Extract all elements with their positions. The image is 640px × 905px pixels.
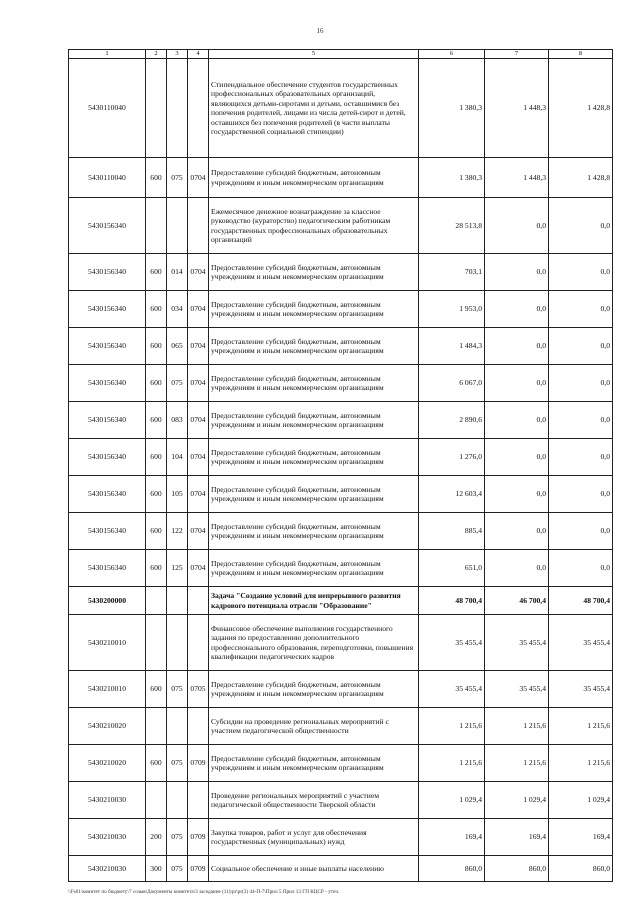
row-value-col8: 0,0 xyxy=(549,513,613,550)
row-admin-code xyxy=(167,782,188,819)
row-section-code: 0704 xyxy=(188,513,209,550)
row-code: 5430210030 xyxy=(69,782,146,819)
row-value-col7: 1 215,6 xyxy=(485,708,549,745)
row-admin-code xyxy=(167,587,188,615)
row-value-col6: 860,0 xyxy=(419,856,485,882)
row-value-col6: 2 890,6 xyxy=(419,402,485,439)
table-row xyxy=(69,819,613,856)
row-expense-type: 600 xyxy=(146,513,167,550)
row-expense-type: 600 xyxy=(146,745,167,782)
table-row xyxy=(69,291,613,328)
row-section-code xyxy=(188,708,209,745)
row-admin-code xyxy=(167,708,188,745)
row-section-code: 0705 xyxy=(188,671,209,708)
row-section-code: 0704 xyxy=(188,476,209,513)
column-number: 5 xyxy=(209,50,419,59)
row-admin-code: 075 xyxy=(167,856,188,882)
row-name: Предоставление субсидий бюджетным, автономным учреждениям и иным некоммерческим организациям xyxy=(209,254,419,291)
row-value-col7: 0,0 xyxy=(485,550,549,587)
footer-file-path: \\Fs01\комитет по бюджету\7 созыв\Документы комитета\3 заседание (11)\pr\pr(3) 44-П-7\Прил 5 Прил 13 ГП КЦСР - уточ. xyxy=(68,889,340,895)
row-name: Предоставление субсидий бюджетным, автономным учреждениям и иным некоммерческим организациям xyxy=(209,513,419,550)
row-value-col8: 1 428,8 xyxy=(549,158,613,198)
row-expense-type: 600 xyxy=(146,476,167,513)
column-number: 4 xyxy=(188,50,209,59)
row-admin-code: 014 xyxy=(167,254,188,291)
row-expense-type: 200 xyxy=(146,819,167,856)
row-name: Предоставление субсидий бюджетным, автономным учреждениям и иным некоммерческим организациям xyxy=(209,158,419,198)
row-code: 5430156340 xyxy=(69,328,146,365)
row-expense-type xyxy=(146,615,167,671)
budget-table xyxy=(68,49,613,882)
row-code: 5430156340 xyxy=(69,439,146,476)
row-expense-type: 600 xyxy=(146,365,167,402)
row-value-col7: 1 448,3 xyxy=(485,59,549,158)
row-value-col8: 0,0 xyxy=(549,328,613,365)
row-code: 5430210010 xyxy=(69,671,146,708)
row-admin-code xyxy=(167,615,188,671)
row-name: Предоставление субсидий бюджетным, автономным учреждениям и иным некоммерческим организациям xyxy=(209,439,419,476)
row-value-col8: 0,0 xyxy=(549,402,613,439)
row-value-col7: 0,0 xyxy=(485,476,549,513)
row-name: Предоставление субсидий бюджетным, автономным учреждениям и иным некоммерческим организациям xyxy=(209,291,419,328)
row-section-code: 0704 xyxy=(188,158,209,198)
row-admin-code: 075 xyxy=(167,745,188,782)
row-value-col8: 1 215,6 xyxy=(549,745,613,782)
row-expense-type: 600 xyxy=(146,158,167,198)
row-value-col6: 6 067,0 xyxy=(419,365,485,402)
table-row xyxy=(69,365,613,402)
row-code: 5430210010 xyxy=(69,615,146,671)
row-expense-type: 600 xyxy=(146,254,167,291)
row-value-col6: 169,4 xyxy=(419,819,485,856)
row-code: 5430156340 xyxy=(69,402,146,439)
row-name: Предоставление субсидий бюджетным, автономным учреждениям и иным некоммерческим организациям xyxy=(209,365,419,402)
row-code: 5430110040 xyxy=(69,59,146,158)
table-row xyxy=(69,59,613,158)
row-code: 5430210030 xyxy=(69,856,146,882)
row-value-col7: 0,0 xyxy=(485,439,549,476)
row-value-col8: 35 455,4 xyxy=(549,671,613,708)
row-code: 5430156340 xyxy=(69,291,146,328)
row-admin-code: 105 xyxy=(167,476,188,513)
row-value-col7: 0,0 xyxy=(485,513,549,550)
row-section-code: 0704 xyxy=(188,439,209,476)
column-number: 3 xyxy=(167,50,188,59)
row-admin-code xyxy=(167,59,188,158)
table-row xyxy=(69,856,613,882)
column-number: 7 xyxy=(485,50,549,59)
row-expense-type xyxy=(146,59,167,158)
row-code: 5430156340 xyxy=(69,254,146,291)
column-number-row xyxy=(69,50,613,59)
row-code: 5430156340 xyxy=(69,365,146,402)
table-row xyxy=(69,708,613,745)
table-row xyxy=(69,587,613,615)
column-number: 8 xyxy=(549,50,613,59)
row-name: Стипендиальное обеспечение студентов государственных профессиональных образовательных организаций, являющихся детьми-сиротами и детьми, оставшимися без попечения родителей, лицами из числа детей-сирот и детей, оставшихся без попечения родителей (в части выплаты государственной социальной стипендии) xyxy=(209,59,419,158)
row-code: 5430156340 xyxy=(69,513,146,550)
row-value-col6: 35 455,4 xyxy=(419,615,485,671)
row-value-col8: 169,4 xyxy=(549,819,613,856)
row-section-code: 0704 xyxy=(188,550,209,587)
table-row xyxy=(69,671,613,708)
row-section-code xyxy=(188,587,209,615)
row-admin-code: 075 xyxy=(167,158,188,198)
row-value-col7: 1 448,3 xyxy=(485,158,549,198)
table-row xyxy=(69,198,613,254)
row-section-code: 0709 xyxy=(188,856,209,882)
row-admin-code: 104 xyxy=(167,439,188,476)
row-value-col6: 35 455,4 xyxy=(419,671,485,708)
table-row xyxy=(69,782,613,819)
row-value-col6: 1 380,3 xyxy=(419,59,485,158)
table-row xyxy=(69,745,613,782)
row-name: Проведение региональных мероприятий с участием педагогической общественности Тверской области xyxy=(209,782,419,819)
row-expense-type: 600 xyxy=(146,439,167,476)
table-row xyxy=(69,550,613,587)
row-value-col8: 1 428,8 xyxy=(549,59,613,158)
row-admin-code: 075 xyxy=(167,671,188,708)
table-row xyxy=(69,439,613,476)
row-name: Ежемесячное денежное вознаграждение за классное руководство (кураторство) педагогическим работникам государственных профессиональных образовательных организаций xyxy=(209,198,419,254)
row-name: Предоставление субсидий бюджетным, автономным учреждениям и иным некоммерческим организациям xyxy=(209,745,419,782)
row-value-col6: 12 603,4 xyxy=(419,476,485,513)
row-section-code xyxy=(188,198,209,254)
row-value-col8: 1 029,4 xyxy=(549,782,613,819)
row-value-col6: 651,0 xyxy=(419,550,485,587)
row-name: Предоставление субсидий бюджетным, автономным учреждениям и иным некоммерческим организациям xyxy=(209,550,419,587)
row-name: Предоставление субсидий бюджетным, автономным учреждениям и иным некоммерческим организациям xyxy=(209,402,419,439)
row-value-col7: 1 215,6 xyxy=(485,745,549,782)
row-value-col7: 0,0 xyxy=(485,365,549,402)
row-expense-type xyxy=(146,782,167,819)
row-section-code: 0704 xyxy=(188,254,209,291)
row-code: 5430110040 xyxy=(69,158,146,198)
row-value-col6: 885,4 xyxy=(419,513,485,550)
row-value-col7: 1 029,4 xyxy=(485,782,549,819)
row-expense-type: 600 xyxy=(146,402,167,439)
row-value-col6: 1 029,4 xyxy=(419,782,485,819)
row-admin-code: 075 xyxy=(167,819,188,856)
row-expense-type: 600 xyxy=(146,550,167,587)
row-section-code xyxy=(188,59,209,158)
page-number: 16 xyxy=(316,27,324,35)
row-value-col8: 0,0 xyxy=(549,291,613,328)
row-value-col6: 703,1 xyxy=(419,254,485,291)
row-name: Социальное обеспечение и иные выплаты населению xyxy=(209,856,419,882)
column-number: 1 xyxy=(69,50,146,59)
row-expense-type xyxy=(146,198,167,254)
row-value-col8: 48 700,4 xyxy=(549,587,613,615)
row-name: Предоставление субсидий бюджетным, автономным учреждениям и иным некоммерческим организациям xyxy=(209,328,419,365)
table-row xyxy=(69,328,613,365)
row-value-col7: 0,0 xyxy=(485,254,549,291)
row-expense-type: 300 xyxy=(146,856,167,882)
row-value-col6: 1 953,0 xyxy=(419,291,485,328)
row-code: 5430210030 xyxy=(69,819,146,856)
row-value-col6: 28 513,8 xyxy=(419,198,485,254)
row-value-col7: 0,0 xyxy=(485,291,549,328)
row-code: 5430156340 xyxy=(69,198,146,254)
table-row xyxy=(69,615,613,671)
row-name: Задача "Создание условий для непрерывного развития кадрового потенциала отрасли "Образование" xyxy=(209,587,419,615)
row-section-code: 0704 xyxy=(188,328,209,365)
row-admin-code: 034 xyxy=(167,291,188,328)
row-name: Предоставление субсидий бюджетным, автономным учреждениям и иным некоммерческим организациям xyxy=(209,671,419,708)
row-name: Финансовое обеспечение выполнения государственного задания по предоставлению дополнительного профессионального образования, переподготовки, повышения квалификации педагогических кадров xyxy=(209,615,419,671)
row-value-col8: 1 215,6 xyxy=(549,708,613,745)
row-value-col7: 46 700,4 xyxy=(485,587,549,615)
column-number: 2 xyxy=(146,50,167,59)
row-expense-type xyxy=(146,587,167,615)
row-section-code: 0704 xyxy=(188,402,209,439)
table-row xyxy=(69,158,613,198)
row-value-col7: 0,0 xyxy=(485,402,549,439)
row-value-col7: 860,0 xyxy=(485,856,549,882)
row-section-code: 0704 xyxy=(188,365,209,402)
row-value-col8: 35 455,4 xyxy=(549,615,613,671)
row-name: Субсидии на проведение региональных мероприятий с участием педагогической общественности xyxy=(209,708,419,745)
row-section-code: 0704 xyxy=(188,291,209,328)
row-value-col7: 35 455,4 xyxy=(485,671,549,708)
row-section-code xyxy=(188,782,209,819)
row-value-col7: 0,0 xyxy=(485,328,549,365)
table-row xyxy=(69,476,613,513)
row-code: 5430156340 xyxy=(69,550,146,587)
row-section-code: 0709 xyxy=(188,745,209,782)
row-value-col7: 35 455,4 xyxy=(485,615,549,671)
row-admin-code: 083 xyxy=(167,402,188,439)
row-admin-code: 122 xyxy=(167,513,188,550)
row-admin-code: 065 xyxy=(167,328,188,365)
row-expense-type: 600 xyxy=(146,291,167,328)
row-admin-code: 075 xyxy=(167,365,188,402)
table-row xyxy=(69,513,613,550)
row-value-col6: 1 484,3 xyxy=(419,328,485,365)
row-value-col8: 860,0 xyxy=(549,856,613,882)
row-admin-code xyxy=(167,198,188,254)
row-value-col8: 0,0 xyxy=(549,365,613,402)
row-value-col7: 169,4 xyxy=(485,819,549,856)
row-section-code xyxy=(188,615,209,671)
row-value-col8: 0,0 xyxy=(549,476,613,513)
row-value-col6: 1 215,6 xyxy=(419,745,485,782)
row-value-col6: 1 380,3 xyxy=(419,158,485,198)
row-code: 5430200000 xyxy=(69,587,146,615)
row-expense-type: 600 xyxy=(146,671,167,708)
column-number: 6 xyxy=(419,50,485,59)
row-admin-code: 125 xyxy=(167,550,188,587)
row-value-col8: 0,0 xyxy=(549,439,613,476)
row-value-col6: 1 215,6 xyxy=(419,708,485,745)
row-code: 5430210020 xyxy=(69,745,146,782)
row-code: 5430156340 xyxy=(69,476,146,513)
table-row xyxy=(69,402,613,439)
row-expense-type xyxy=(146,708,167,745)
row-expense-type: 600 xyxy=(146,328,167,365)
row-value-col8: 0,0 xyxy=(549,254,613,291)
row-section-code: 0709 xyxy=(188,819,209,856)
row-value-col6: 1 276,0 xyxy=(419,439,485,476)
row-code: 5430210020 xyxy=(69,708,146,745)
row-value-col7: 0,0 xyxy=(485,198,549,254)
table-row xyxy=(69,254,613,291)
row-name: Закупка товаров, работ и услуг для обеспечения государственных (муниципальных) нужд xyxy=(209,819,419,856)
row-value-col8: 0,0 xyxy=(549,550,613,587)
row-value-col8: 0,0 xyxy=(549,198,613,254)
row-value-col6: 48 700,4 xyxy=(419,587,485,615)
row-name: Предоставление субсидий бюджетным, автономным учреждениям и иным некоммерческим организациям xyxy=(209,476,419,513)
